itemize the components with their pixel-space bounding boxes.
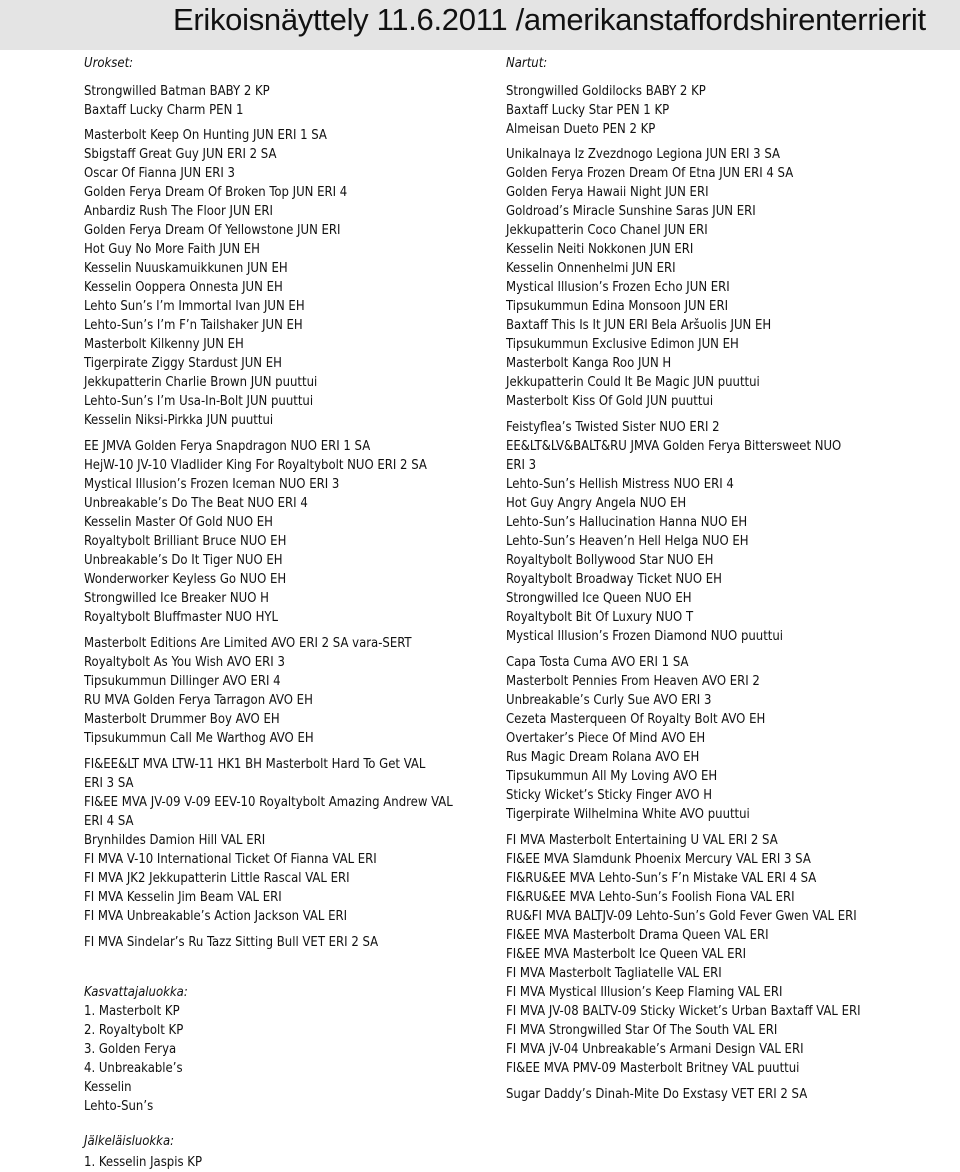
list-item: Strongwilled Batman BABY 2 KP (84, 84, 270, 99)
list-item: Strongwilled Ice Breaker NUO H (84, 591, 269, 606)
title-bar (0, 0, 960, 50)
list-item: FI&EE MVA PMV-09 Masterbolt Britney VAL puuttui (506, 1061, 800, 1076)
list-item: Sugar Daddy’s Dinah-Mite Do Exstasy VET ERI 2 SA (506, 1087, 808, 1102)
females-list (506, 82, 946, 1104)
list-item: FI MVA Kesselin Jim Beam VAL ERI (84, 890, 282, 905)
list-item: Wonderworker Keyless Go NUO EH (84, 572, 287, 587)
page-title: Erikoisnäyttely 11.6.2011 /amerikanstaffordshirenterrierit (173, 2, 926, 37)
list-item: Hot Guy No More Faith JUN EH (84, 242, 260, 257)
list-item: FI&RU&EE MVA Lehto-Sun’s Foolish Fiona VAL ERI (506, 890, 795, 905)
list-item: Tigerpirate Wilhelmina White AVO puuttui (506, 807, 750, 822)
list-item: RU&FI MVA BALTJV-09 Lehto-Sun’s Gold Fever Gwen VAL ERI (506, 909, 857, 924)
list-item: FI MVA V-10 International Ticket Of Fianna VAL ERI (84, 852, 377, 867)
list-item: FI MVA JV-08 BALTV-09 Sticky Wicket’s Urban Baxtaff VAL ERI (506, 1004, 861, 1019)
list-item: Lehto Sun’s I’m Immortal Ivan JUN EH (84, 299, 305, 314)
list-item: Lehto-Sun’s Heaven’n Hell Helga NUO EH (506, 534, 749, 549)
list-item: 2. Royaltybolt KP (84, 1023, 184, 1038)
list-item: Goldroad’s Miracle Sunshine Saras JUN ERI (506, 204, 756, 219)
list-item: Rus Magic Dream Rolana AVO EH (506, 750, 700, 765)
list-item: Sticky Wicket’s Sticky Finger AVO H (506, 788, 713, 803)
list-item: Anbardiz Rush The Floor JUN ERI (84, 204, 273, 219)
list-item: ERI 3 (506, 458, 537, 473)
list-item: EE&LT&LV&BALT&RU JMVA Golden Ferya Bittersweet NUO (506, 439, 842, 454)
list-item: FI MVA Mystical Illusion’s Keep Flaming VAL ERI (506, 985, 783, 1000)
list-item: FI MVA Masterbolt Tagliatelle VAL ERI (506, 966, 722, 981)
list-item: Mystical Illusion’s Frozen Echo JUN ERI (506, 280, 730, 295)
list-item: FI&EE MVA Slamdunk Phoenix Mercury VAL ERI 3 SA (506, 852, 811, 867)
list-item: FI MVA jV-04 Unbreakable’s Armani Design VAL ERI (506, 1042, 804, 1057)
list-item: Golden Ferya Dream Of Yellowstone JUN ERI (84, 223, 341, 238)
list-item: FI MVA Strongwilled Star Of The South VAL ERI (506, 1023, 778, 1038)
progeny-class-heading: Jälkeläisluokka: (84, 1134, 175, 1149)
list-item: Royaltybolt Bit Of Luxury NUO T (506, 610, 694, 625)
list-item: HejW-10 JV-10 Vladlider King For Royaltybolt NUO ERI 2 SA (84, 458, 427, 473)
list-item: FI MVA Sindelar’s Ru Tazz Sitting Bull VET ERI 2 SA (84, 935, 379, 950)
males-list (84, 82, 494, 952)
list-item: Lehto-Sun’s (84, 1099, 154, 1114)
list-item: Capa Tosta Cuma AVO ERI 1 SA (506, 655, 689, 670)
breeder-class-list (84, 1002, 494, 1116)
list-item: Kesselin Nuuskamuikkunen JUN EH (84, 261, 288, 276)
list-item: 3. Golden Ferya (84, 1042, 177, 1057)
list-item: Baxtaff Lucky Charm PEN 1 (84, 103, 244, 118)
list-item: Masterbolt Kiss Of Gold JUN puuttui (506, 394, 714, 409)
list-item: 1. Masterbolt KP (84, 1004, 180, 1019)
list-item: Masterbolt Pennies From Heaven AVO ERI 2 (506, 674, 760, 689)
list-item: Royaltybolt As You Wish AVO ERI 3 (84, 655, 285, 670)
list-item: FI&EE&LT MVA LTW-11 HK1 BH Masterbolt Hard To Get VAL (84, 757, 426, 772)
list-item: Masterbolt Editions Are Limited AVO ERI 2 SA vara-SERT (84, 636, 412, 651)
list-item: RU MVA Golden Ferya Tarragon AVO EH (84, 693, 313, 708)
list-item: FI MVA Unbreakable’s Action Jackson VAL ERI (84, 909, 348, 924)
list-item: Strongwilled Goldilocks BABY 2 KP (506, 84, 706, 99)
list-item: Golden Ferya Frozen Dream Of Etna JUN ERI 4 SA (506, 166, 794, 181)
list-item: Royaltybolt Brilliant Bruce NUO EH (84, 534, 287, 549)
list-item: Almeisan Dueto PEN 2 KP (506, 122, 656, 137)
list-item: Lehto-Sun’s Hallucination Hanna NUO EH (506, 515, 748, 530)
list-item: Golden Ferya Hawaii Night JUN ERI (506, 185, 709, 200)
list-item: FI&EE MVA Masterbolt Drama Queen VAL ERI (506, 928, 769, 943)
list-item: Lehto-Sun’s I’m F’n Tailshaker JUN EH (84, 318, 303, 333)
list-item: Royaltybolt Bollywood Star NUO EH (506, 553, 714, 568)
list-item: Lehto-Sun’s I’m Usa-In-Bolt JUN puuttui (84, 394, 314, 409)
list-item: Sbigstaff Great Guy JUN ERI 2 SA (84, 147, 277, 162)
list-item: Golden Ferya Dream Of Broken Top JUN ERI 4 (84, 185, 348, 200)
list-item: Tigerpirate Ziggy Stardust JUN EH (84, 356, 282, 371)
list-item: Unikalnaya Iz Zvezdnogo Legiona JUN ERI 3 SA (506, 147, 780, 162)
list-item: FI&EE MVA Masterbolt Ice Queen VAL ERI (506, 947, 747, 962)
list-item: Jekkupatterin Charlie Brown JUN puuttui (84, 375, 318, 390)
list-item: FI MVA JK2 Jekkupatterin Little Rascal VAL ERI (84, 871, 350, 886)
list-item: Masterbolt Kanga Roo JUN H (506, 356, 672, 371)
list-item: FI&RU&EE MVA Lehto-Sun’s F’n Mistake VAL ERI 4 SA (506, 871, 817, 886)
list-item: Kesselin Onnenhelmi JUN ERI (506, 261, 676, 276)
list-item: Royaltybolt Bluffmaster NUO HYL (84, 610, 279, 625)
list-item: Feistyflea’s Twisted Sister NUO ERI 2 (506, 420, 720, 435)
breeder-class-heading: Kasvattajaluokka: (84, 985, 188, 1000)
list-item: FI&EE MVA JV-09 V-09 EEV-10 Royaltybolt Amazing Andrew VAL (84, 795, 453, 810)
list-item: FI MVA Masterbolt Entertaining U VAL ERI 2 SA (506, 833, 778, 848)
list-item: Kesselin Ooppera Onnesta JUN EH (84, 280, 283, 295)
females-heading: Nartut: (506, 56, 548, 71)
list-item: 4. Unbreakable’s (84, 1061, 183, 1076)
list-item: Jekkupatterin Could It Be Magic JUN puuttui (506, 375, 760, 390)
list-item: Unbreakable’s Do It Tiger NUO EH (84, 553, 283, 568)
list-item: Kesselin Neiti Nokkonen JUN ERI (506, 242, 694, 257)
list-item: Strongwilled Ice Queen NUO EH (506, 591, 692, 606)
list-item: Oscar Of Fianna JUN ERI 3 (84, 166, 235, 181)
list-item: Kesselin (84, 1080, 132, 1095)
list-item: Tipsukummun Edina Monsoon JUN ERI (506, 299, 729, 314)
list-item: Tipsukummun All My Loving AVO EH (506, 769, 718, 784)
list-item: Jekkupatterin Coco Chanel JUN ERI (506, 223, 708, 238)
list-item: Baxtaff Lucky Star PEN 1 KP (506, 103, 670, 118)
list-item: Mystical Illusion’s Frozen Iceman NUO ERI 3 (84, 477, 340, 492)
list-item: ERI 4 SA (84, 814, 134, 829)
list-item: Brynhildes Damion Hill VAL ERI (84, 833, 266, 848)
list-item: Kesselin Master Of Gold NUO EH (84, 515, 273, 530)
list-item: Baxtaff This Is It JUN ERI Bela Aršuolis JUN EH (506, 318, 772, 333)
list-item: Unbreakable’s Curly Sue AVO ERI 3 (506, 693, 712, 708)
list-item: EE JMVA Golden Ferya Snapdragon NUO ERI 1 SA (84, 439, 371, 454)
list-item: Lehto-Sun’s Hellish Mistress NUO ERI 4 (506, 477, 734, 492)
progeny-class-list (84, 1153, 494, 1172)
males-heading: Urokset: (84, 56, 134, 71)
list-item: Unbreakable’s Do The Beat NUO ERI 4 (84, 496, 308, 511)
list-item: Overtaker’s Piece Of Mind AVO EH (506, 731, 706, 746)
list-item: Hot Guy Angry Angela NUO EH (506, 496, 687, 511)
list-item: Masterbolt Kilkenny JUN EH (84, 337, 244, 352)
list-item: Tipsukummun Dillinger AVO ERI 4 (84, 674, 281, 689)
list-item: Royaltybolt Broadway Ticket NUO EH (506, 572, 722, 587)
list-item: Kesselin Niksi-Pirkka JUN puuttui (84, 413, 274, 428)
list-item: Masterbolt Keep On Hunting JUN ERI 1 SA (84, 128, 327, 143)
list-item: ERI 3 SA (84, 776, 134, 791)
list-item: Mystical Illusion’s Frozen Diamond NUO puuttui (506, 629, 784, 644)
list-item: Masterbolt Drummer Boy AVO EH (84, 712, 280, 727)
list-item: Tipsukummun Exclusive Edimon JUN EH (506, 337, 739, 352)
list-item: Tipsukummun Call Me Warthog AVO EH (84, 731, 314, 746)
list-item: Cezeta Masterqueen Of Royalty Bolt AVO EH (506, 712, 766, 727)
list-item: 1. Kesselin Jaspis KP (84, 1155, 203, 1170)
